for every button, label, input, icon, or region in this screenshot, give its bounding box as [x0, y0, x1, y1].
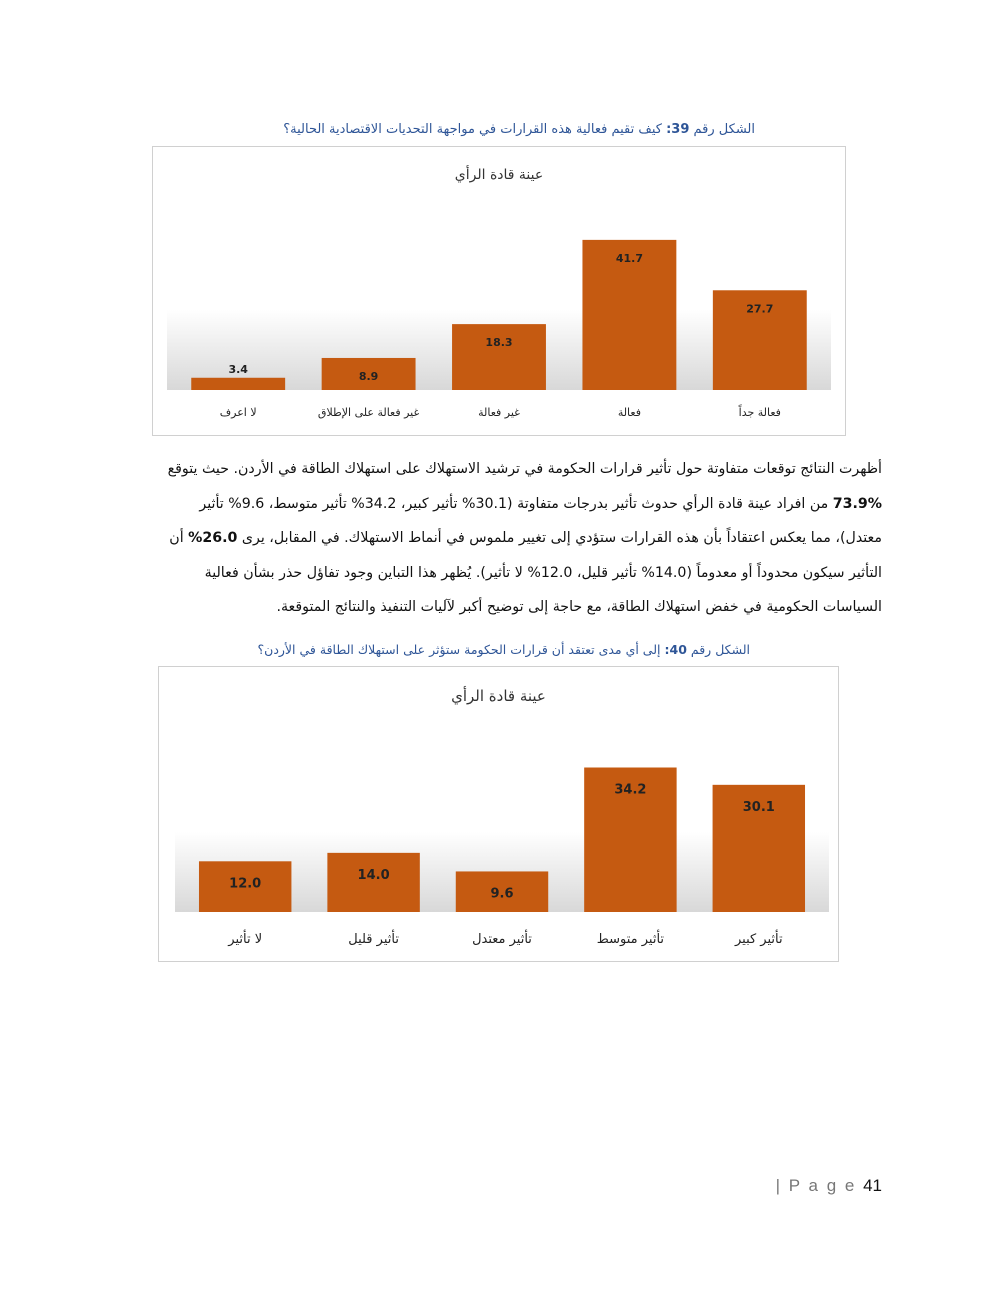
chart39-category-label: غير فعالة على الإطلاق: [317, 406, 420, 419]
body-paragraph: [118, 452, 882, 625]
figure-39-chart: [152, 146, 846, 436]
chart40-title: عينة قادة الرأي: [451, 687, 546, 705]
chart40-category-label: تأثير معتدل: [472, 932, 532, 947]
paragraph-line-4: التأثير سيكون محدوداً أو معدوماً (14.0% تأثير قليل، 12.0% لا تأثير). يُظهر هذا التباين وجود تفاؤل حذر بشأن فعالية: [204, 564, 882, 581]
figure-40-number: 40:: [664, 642, 687, 657]
paragraph-line-5: السياسات الحكومية في خفض استهلاك الطاقة، مع حاجة إلى توضيح أكبر لآليات التنفيذ والنتائج المتوقعة.: [276, 599, 882, 615]
figure-40-chart: [158, 666, 839, 962]
chart40-value-label: 9.6: [490, 886, 514, 902]
chart39-value-label: 27.7: [746, 302, 774, 316]
chart40-category-label: تأثير قليل: [348, 932, 399, 947]
chart39-category-label: غير فعالة: [478, 406, 520, 419]
paragraph-line-3-text: معتدل)، مما يعكس اعتقاداً بأن هذه القرارات ستؤدي إلى تغيير ملموس في أنماط الاستهلاك. في المقابل، يرى: [237, 530, 882, 546]
chart40-value-label: 14.0: [357, 867, 390, 883]
figure-39-svg: [153, 147, 845, 435]
page-number: 41: [863, 1176, 882, 1195]
paragraph-line-1: أظهرت النتائج توقعات متفاوتة حول تأثير قرارات الحكومة في ترشيد الاستهلاك على استهلاك الطاقة في الأردن. حيث يتوقع: [167, 461, 882, 477]
figure-39-question: كيف تقيم فعالية هذه القرارات في مواجهة التحديات الاقتصادية الحالية؟: [283, 122, 662, 137]
percent-limited: 26.0%: [188, 530, 238, 546]
chart39-value-label: 3.4: [228, 362, 248, 376]
chart40-value-label: 34.2: [614, 782, 647, 798]
chart40-value-label: 30.1: [742, 799, 775, 815]
page-footer: [760, 1176, 882, 1196]
figure-39-label: الشكل رقم: [693, 122, 755, 137]
figure-39-number: 39:: [666, 122, 690, 137]
paragraph-line-2-text: من افراد عينة قادة الرأي حدوث تأثير بدرجات متفاوتة (30.1% تأثير كبير، 34.2% تأثير متوسط، 9.6% تأثير: [199, 495, 833, 512]
chart39-category-label: لا اعرف: [219, 406, 257, 419]
figure-40-caption: [258, 642, 750, 657]
page-word: | P a g e: [775, 1176, 857, 1195]
percent-affected: 73.9%: [832, 495, 882, 512]
paragraph-line-2: [118, 487, 882, 522]
figure-39-caption: [283, 122, 755, 137]
chart39-value-label: 18.3: [485, 336, 513, 350]
chart39-bar: [452, 324, 546, 390]
chart39-value-label: 8.9: [358, 369, 379, 383]
chart40-category-label: تأثير متوسط: [596, 932, 665, 947]
chart39-category-label: فعالة: [617, 406, 641, 419]
chart40-category-label: تأثير كبير: [734, 932, 783, 947]
figure-40-question: إلى أي مدى تعتقد أن قرارات الحكومة ستؤثر على استهلاك الطاقة في الأردن؟: [257, 642, 661, 657]
chart39-category-label: فعالة جداً: [738, 406, 781, 419]
chart39-title: عينة قادة الرأي: [454, 167, 544, 183]
paragraph-line-3-end: أن: [169, 530, 189, 546]
chart40-category-label: لا تأثير: [228, 932, 263, 947]
paragraph-line-3: [118, 521, 882, 556]
figure-40-label: الشكل رقم: [690, 642, 750, 657]
figure-40-svg: [159, 667, 838, 961]
chart39-bar: [191, 378, 285, 390]
chart39-value-label: 41.7: [615, 251, 643, 265]
chart40-value-label: 12.0: [229, 876, 262, 892]
